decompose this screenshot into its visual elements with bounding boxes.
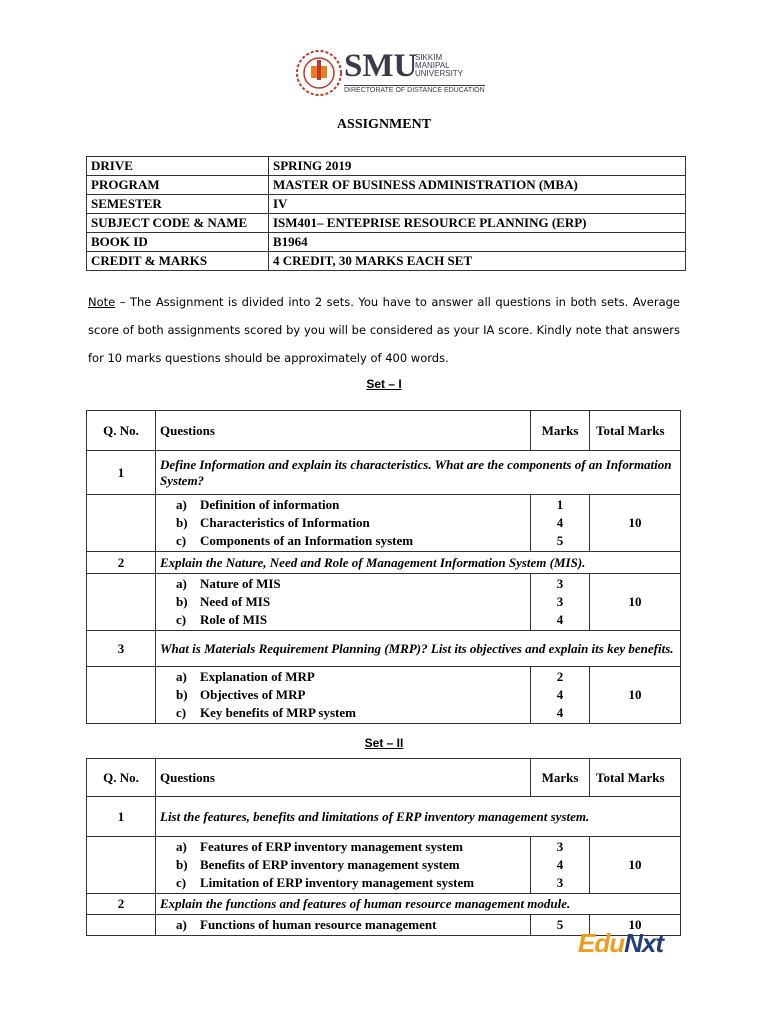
header-questions: Questions xyxy=(156,759,531,797)
note-paragraph xyxy=(88,288,680,372)
parts-row xyxy=(87,495,681,552)
question-number: 1 xyxy=(87,451,156,495)
logo-directorate: DIRECTORATE OF DISTANCE EDUCATION xyxy=(344,87,485,94)
header-questions: Questions xyxy=(156,411,531,451)
info-key: BOOK ID xyxy=(87,233,269,252)
logo-university: SIKKIM MANIPAL UNIVERSITY xyxy=(415,53,464,78)
header-marks: Marks xyxy=(531,759,590,797)
question-row xyxy=(87,552,681,574)
header-total: Total Marks xyxy=(590,411,681,451)
header-marks: Marks xyxy=(531,411,590,451)
page-title: ASSIGNMENT xyxy=(336,117,432,132)
sub-marks: 3 4 3 xyxy=(531,837,590,894)
info-row xyxy=(87,214,686,233)
question-text: What is Materials Requirement Planning (MRP)? List its objectives and explain its key benefits. xyxy=(156,631,681,667)
info-row xyxy=(87,176,686,195)
total-marks: 10 xyxy=(590,915,681,936)
sub-marks: 3 3 4 xyxy=(531,574,590,631)
parts-row xyxy=(87,837,681,894)
set-2-table xyxy=(86,758,681,936)
total-marks: 10 xyxy=(590,837,681,894)
set-1-title: Set – I xyxy=(366,377,402,391)
sub-parts: a) Explanation of MRP b) Objectives of MRP c) Key benefits of MRP system xyxy=(156,667,531,724)
smu-logo xyxy=(294,48,484,98)
question-number: 1 xyxy=(87,797,156,837)
header-qno: Q. No. xyxy=(87,411,156,451)
question-text: List the features, benefits and limitations of ERP inventory management system. xyxy=(156,797,681,837)
info-row xyxy=(87,195,686,214)
logo-brand: SMU xyxy=(344,48,418,84)
table-header-row xyxy=(87,411,681,451)
sub-marks: 1 4 5 xyxy=(531,495,590,552)
sub-parts: a) Functions of human resource management xyxy=(156,915,531,936)
info-value: SPRING 2019 xyxy=(269,157,686,176)
info-value: IV xyxy=(269,195,686,214)
sub-parts: a) Nature of MIS b) Need of MIS c) Role of MIS xyxy=(156,574,531,631)
question-text: Explain the Nature, Need and Role of Management Information System (MIS). xyxy=(156,552,681,574)
sub-marks: 2 4 4 xyxy=(531,667,590,724)
header-total: Total Marks xyxy=(590,759,681,797)
info-table xyxy=(86,156,686,271)
info-value: B1964 xyxy=(269,233,686,252)
info-key: SUBJECT CODE & NAME xyxy=(87,214,269,233)
parts-row xyxy=(87,667,681,724)
question-text: Define Information and explain its characteristics. What are the components of an Information System? xyxy=(156,451,681,495)
question-text: Explain the functions and features of human resource management module. xyxy=(156,894,681,915)
note-text: – The Assignment is divided into 2 sets. You have to answer all questions in both sets. Average score of both assignments scored by you will be considered as your IA score. Kindly note that answers for 10 marks questions should be approximately of 400 words. xyxy=(88,295,680,365)
sub-parts: a) Definition of information b) Characteristics of Information c) Components of an Information system xyxy=(156,495,531,552)
edunxt-logo: EduNxt xyxy=(578,928,664,958)
question-number: 2 xyxy=(87,552,156,574)
set-1-table xyxy=(86,410,681,724)
info-key: SEMESTER xyxy=(87,195,269,214)
info-row xyxy=(87,233,686,252)
table-header-row xyxy=(87,759,681,797)
info-value: ISM401– ENTEPRISE RESOURCE PLANNING (ERP) xyxy=(269,214,686,233)
question-number: 2 xyxy=(87,894,156,915)
header-qno: Q. No. xyxy=(87,759,156,797)
info-key: DRIVE xyxy=(87,157,269,176)
sub-parts: a) Features of ERP inventory management system b) Benefits of ERP inventory management system c) Limitation of ERP inventory management system xyxy=(156,837,531,894)
info-row xyxy=(87,252,686,271)
question-row xyxy=(87,894,681,915)
info-value: 4 CREDIT, 30 MARKS EACH SET xyxy=(269,252,686,271)
question-number: 3 xyxy=(87,631,156,667)
sub-marks: 5 xyxy=(531,915,590,936)
info-key: PROGRAM xyxy=(87,176,269,195)
note-label: Note xyxy=(88,295,116,309)
set-2-title: Set – II xyxy=(364,736,404,750)
info-value: MASTER OF BUSINESS ADMINISTRATION (MBA) xyxy=(269,176,686,195)
smu-emblem-icon xyxy=(294,48,344,98)
info-key: CREDIT & MARKS xyxy=(87,252,269,271)
question-row xyxy=(87,797,681,837)
parts-row xyxy=(87,574,681,631)
total-marks: 10 xyxy=(590,574,681,631)
total-marks: 10 xyxy=(590,495,681,552)
info-row xyxy=(87,157,686,176)
question-row xyxy=(87,451,681,495)
question-row xyxy=(87,631,681,667)
total-marks: 10 xyxy=(590,667,681,724)
